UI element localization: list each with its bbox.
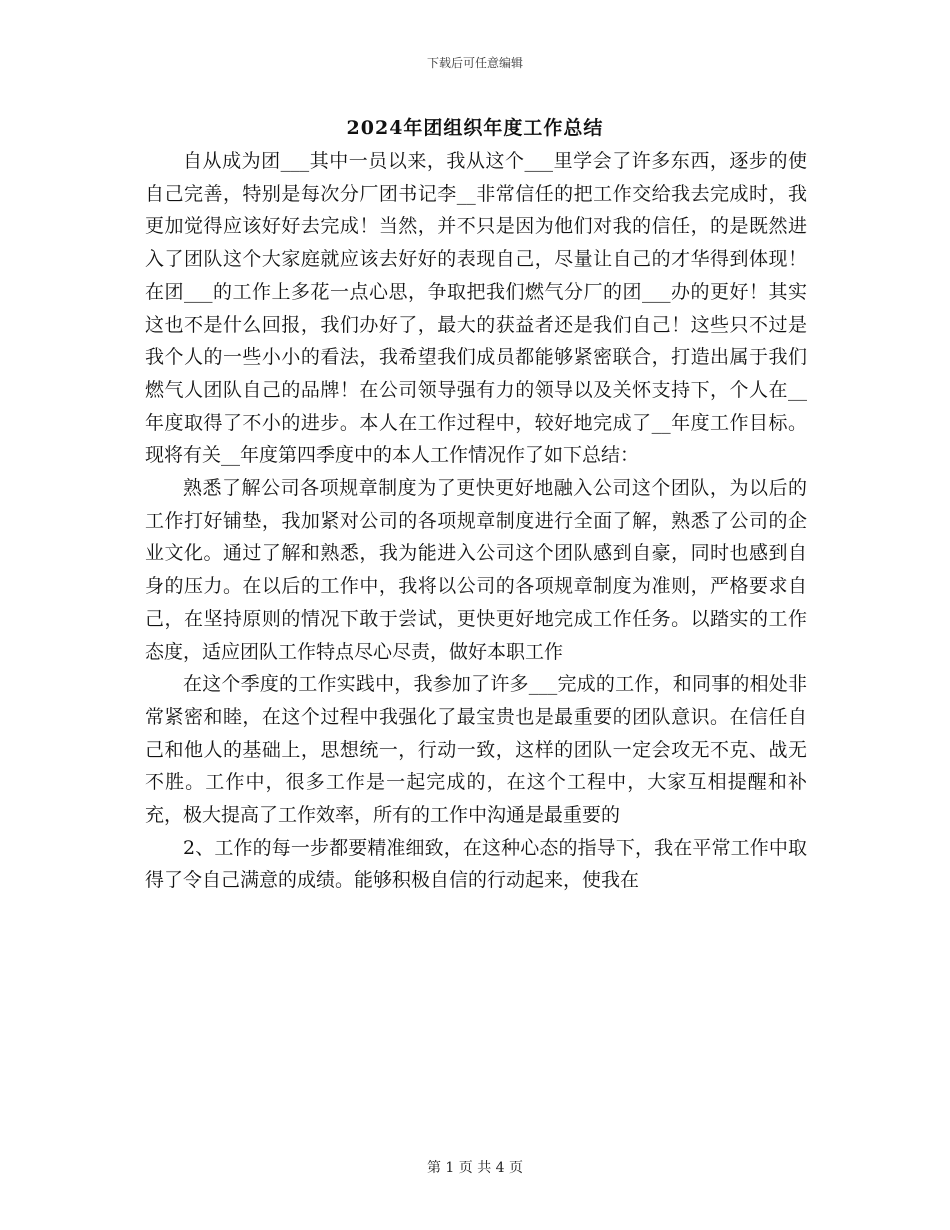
paragraph-rules: 熟悉了解公司各项规章制度为了更快更好地融入公司这个团队，为以后的工作打好铺垫，我加紧对公司的各项规章制度进行全面了解，熟悉了公司的企业文化。通过了解和熟悉，我为能进入公司这个团队感到自豪，同时也感到自身的压力。在以后的工作中，我将以公司的各项规章制度为准则，严格要求自己，在坚持原则的情况下敢于尝试，更快更好地完成工作任务。以踏实的工作态度，适应团队工作特点尽心尽责，做好本职工作 bbox=[145, 477, 807, 663]
header-note: 下载后可任意编辑 bbox=[426, 56, 523, 70]
document-title: 2024年团组织年度工作总结 bbox=[346, 117, 604, 139]
paragraph-precision: 2、工作的每一步都要精准细致，在这种心态的指导下，我在平常工作中取得了令自己满意的成绩。能够积极自信的行动起来，使我在 bbox=[145, 836, 807, 892]
paragraph-teamwork: 在这个季度的工作实践中，我参加了许多___完成的工作，和同事的相处非常紧密和睦，在这个过程中我强化了最宝贵也是最重要的团队意识。在信任自己和他人的基础上，思想统一，行动一致，这样的团队一定会攻无不克、战无不胜。工作中，很多工作是一起完成的，在这个工程中，大家互相提醒和补充，极大提高了工作效率，所有的工作中沟通是最重要的 bbox=[145, 673, 807, 827]
paragraph-intro: 自从成为团___其中一员以来，我从这个___里学会了许多东西，逐步的使自己完善，特别是每次分厂团书记李__非常信任的把工作交给我去完成时，我更加觉得应该好好去完成！当然，并不只是因为他们对我的信任，的是既然进入了团队这个大家庭就应该去好好的表现自己，尽量让自己的才华得到体现！在团___的工作上多花一点心思，争取把我们燃气分厂的团___办的更好！其实这也不是什么回报，我们办好了，最大的获益者还是我们自己！这些只不过是我个人的一些小小的看法，我希望我们成员都能够紧密联合，打造出属于我们燃气人团队自己的品牌！在公司领导强有力的领导以及关怀支持下，个人在__年度取得了不小的进步。本人在工作过程中，较好地完成了__年度工作目标。现将有关__年度第四季度中的本人工作情况作了如下总结： bbox=[145, 150, 807, 467]
page-number: 第 1 页 共 4 页 bbox=[426, 1160, 524, 1176]
document-body bbox=[145, 145, 807, 897]
